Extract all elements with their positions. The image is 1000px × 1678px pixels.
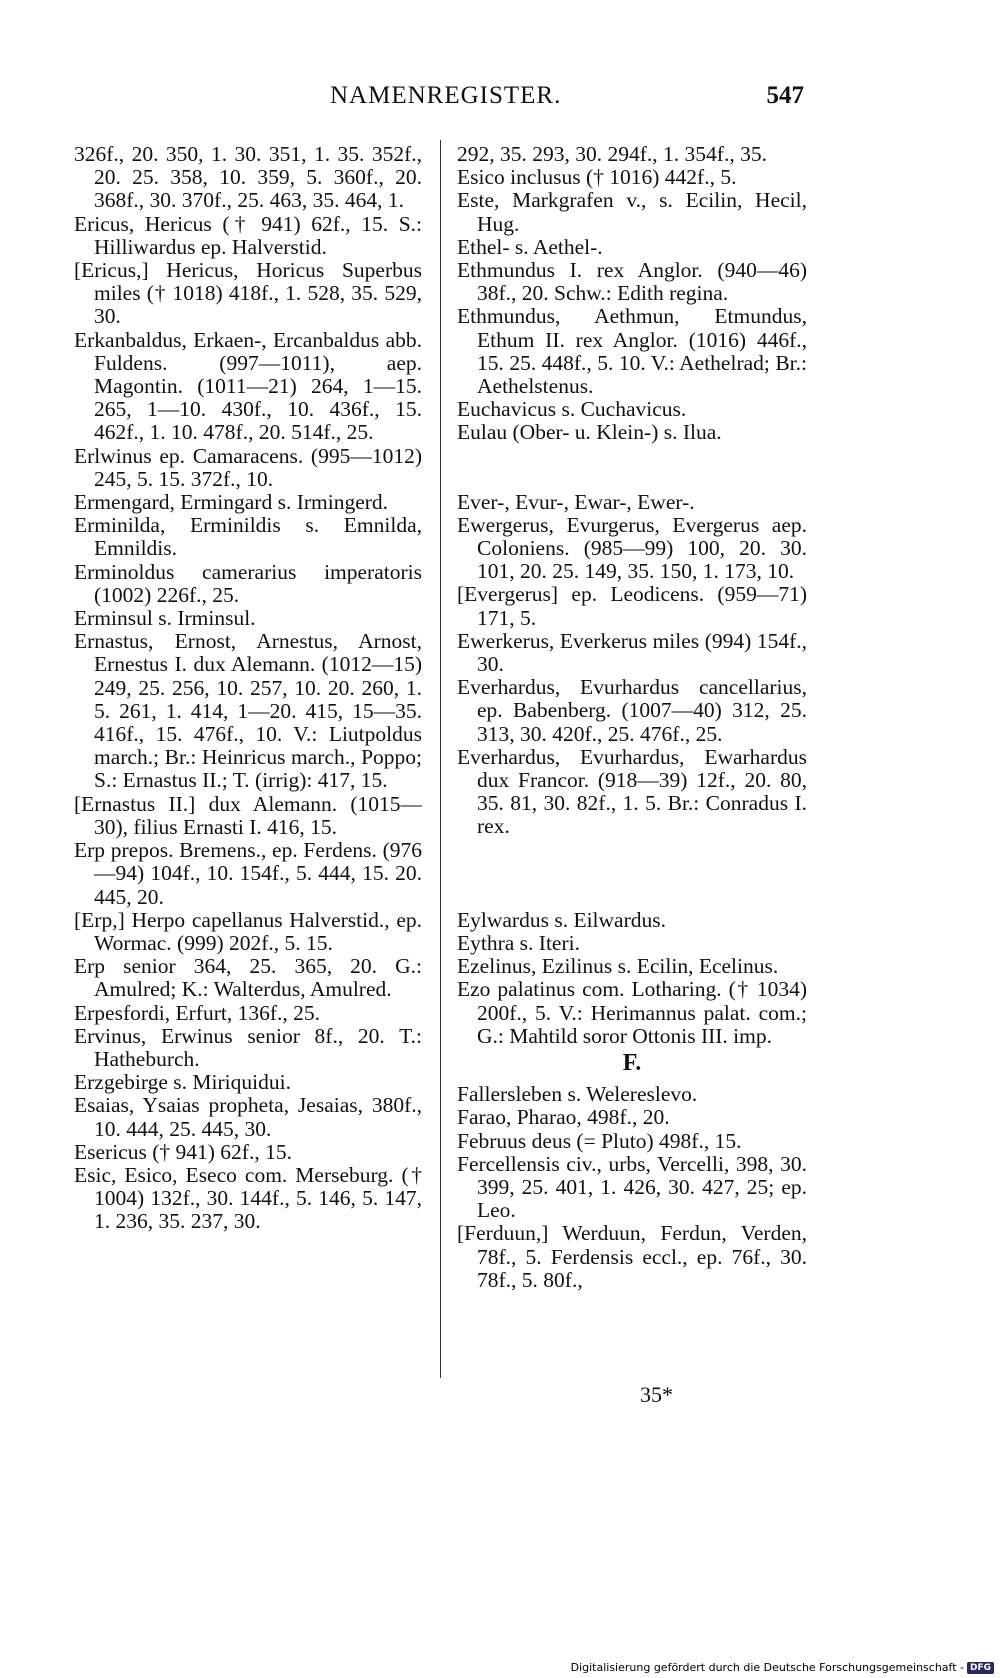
index-entry: [Erp,] Herpo capellanus Halverstid., ep. Wormac. (999) 202f., 5. 15.: [74, 907, 422, 955]
index-entry: [Ericus,] Hericus, Horicus Superbus miles († 1018) 418f., 1. 528, 35. 529, 30.: [74, 258, 422, 329]
index-entry: Everhardus, Evurhardus cancellarius, ep. Babenberg. (1007—40) 312, 25. 313, 30. 420f., 25. 476f., 25.: [457, 675, 807, 746]
index-entry: Este, Markgrafen v., s. Ecilin, Hecil, Hug.: [457, 188, 807, 236]
index-entry: Euchavicus s. Cuchavicus.: [457, 397, 687, 422]
index-entry: Erpesfordi, Erfurt, 136f., 25.: [74, 1000, 320, 1025]
page-header: [0, 82, 1000, 122]
index-entry: Esericus († 941) 62f., 15.: [74, 1139, 292, 1164]
index-entry: Ermengard, Ermingard s. Irmingerd.: [74, 490, 389, 515]
left-column: [74, 143, 422, 1234]
page-number: 547: [766, 82, 804, 109]
group-gap: [457, 839, 807, 909]
index-entry: Eythra s. Iteri.: [457, 930, 580, 955]
index-entry: Erminilda, Erminildis s. Emnilda, Emnildis.: [74, 513, 422, 561]
running-title: NAMENREGISTER.: [330, 82, 562, 109]
index-entry: Ezelinus, Ezilinus s. Ecilin, Ecelinus.: [457, 954, 779, 979]
index-entry: Ericus, Hericus († 941) 62f., 15. S.: Hilliwardus ep. Halverstid.: [74, 211, 422, 259]
index-entry: Ezo palatinus com. Lotharing. († 1034) 200f., 5. V.: Herimannus palat. com.; G.: Mahtild soror Ottonis III. imp.: [457, 977, 807, 1048]
index-entry: Eylwardus s. Eilwardus.: [457, 907, 666, 932]
index-entry: Ernastus, Ernost, Arnestus, Arnost, Ernestus I. dux Alemann. (1012—15) 249, 25. 256, 10. 257, 10. 20. 260, 1. 5. 261, 1. 414, 1—20. 415, 15—35. 416f., 15. 476f., 10. V.: Liutpoldus march.; Br.: Heinricus march., Poppo; S.: Ernastus II.; T. (irrig): 417, 15.: [74, 629, 422, 793]
index-entry: Erp senior 364, 25. 365, 20. G.: Amulred; K.: Walterdus, Amulred.: [74, 954, 422, 1002]
index-entry: Erlwinus ep. Camaracens. (995—1012) 245, 5. 15. 372f., 10.: [74, 443, 422, 491]
index-entry: [Evergerus] ep. Leodicens. (959—71) 171, 5.: [457, 582, 807, 630]
index-entry: [Ernastus II.] dux Alemann. (1015—30), filius Ernasti I. 416, 15.: [74, 791, 422, 839]
index-entry: Erminsul s. Irminsul.: [74, 606, 256, 631]
index-entry: Fercellensis civ., urbs, Vercelli, 398, 30. 399, 25. 401, 1. 426, 30. 427, 25; ep. Leo.: [457, 1151, 807, 1223]
index-entry: Erkanbaldus, Erkaen-, Ercanbaldus abb. Fuldens. (997—1011), aep. Magontin. (1011—21) 264, 1—15. 265, 1—10. 430f., 10. 436f., 15. 462f., 1. 10. 478f., 20. 514f., 25.: [74, 327, 422, 445]
footer-text: Digitalisierung gefördert durch die Deutsche Forschungsgemeinschaft -: [570, 1661, 964, 1674]
index-entry: 326f., 20. 350, 1. 30. 351, 1. 35. 352f., 20. 25. 358, 10. 359, 5. 360f., 20. 368f., 30. 370f., 25. 463, 35. 464, 1.: [74, 142, 422, 213]
index-entry: Fallersleben s. Welereslevo.: [457, 1082, 698, 1107]
index-entry: 292, 35. 293, 30. 294f., 1. 354f., 35.: [457, 142, 767, 166]
footer-credit: [571, 1661, 994, 1674]
right-column: [457, 143, 807, 1292]
signature-mark: 35*: [640, 1382, 673, 1407]
index-entry: Esaias, Ysaias propheta, Jesaias, 380f., 10. 444, 25. 445, 30.: [74, 1093, 422, 1141]
index-entry: Erminoldus camerarius imperatoris (1002) 226f., 25.: [74, 559, 422, 607]
index-entry: Esico inclusus († 1016) 442f., 5.: [457, 165, 737, 190]
column-divider: [440, 140, 441, 1378]
index-entry: Februus deus (= Pluto) 498f., 15.: [457, 1128, 742, 1153]
index-entry: Ewerkerus, Everkerus miles (994) 154f., 30.: [457, 628, 807, 677]
index-entry: Ewergerus, Evurgerus, Evergerus aep. Coloniens. (985—99) 100, 20. 30. 101, 20. 25. 149, 35. 150, 1. 173, 10.: [457, 512, 807, 584]
index-entry: Eulau (Ober- u. Klein-) s. Ilua.: [457, 420, 722, 445]
index-entry: [Ferduun,] Werduun, Ferdun, Verden, 78f., 5. Ferdensis eccl., ep. 76f., 30. 78f., 5. 80f.,: [457, 1221, 807, 1292]
group-gap: [457, 445, 807, 491]
index-entry: Everhardus, Evurhardus, Ewarhardus dux Francor. (918—39) 12f., 20. 80, 35. 81, 30. 82f., 1. 5. Br.: Conradus I. rex.: [457, 744, 807, 839]
index-entry: Esic, Esico, Eseco com. Merseburg. († 1004) 132f., 30. 144f., 5. 146, 5. 147, 1. 236, 35. 237, 30.: [74, 1162, 422, 1234]
index-entry: Ever-, Evur-, Ewar-, Ewer-.: [457, 489, 695, 514]
section-heading-f: F.: [622, 1049, 642, 1076]
index-entry: Farao, Pharao, 498f., 20.: [457, 1105, 670, 1130]
dfg-logo: DFG: [967, 1662, 994, 1674]
index-entry: Erzgebirge s. Miriquidui.: [74, 1070, 291, 1095]
index-entry: Ethmundus, Aethmun, Etmundus, Ethum II. rex Anglor. (1016) 446f., 15. 25. 448f., 5. 10. V.: Aethelrad; Br.: Aethelstenus.: [457, 304, 807, 399]
index-entry: Ervinus, Erwinus senior 8f., 20. T.: Hatheburch.: [74, 1023, 422, 1071]
index-entry: Erp prepos. Bremens., ep. Ferdens. (976—94) 104f., 10. 154f., 5. 444, 15. 20. 445, 20.: [74, 838, 422, 909]
index-entry: Ethmundus I. rex Anglor. (940—46) 38f., 20. Schw.: Edith regina.: [457, 258, 807, 306]
index-entry: Ethel- s. Aethel-.: [457, 234, 603, 259]
